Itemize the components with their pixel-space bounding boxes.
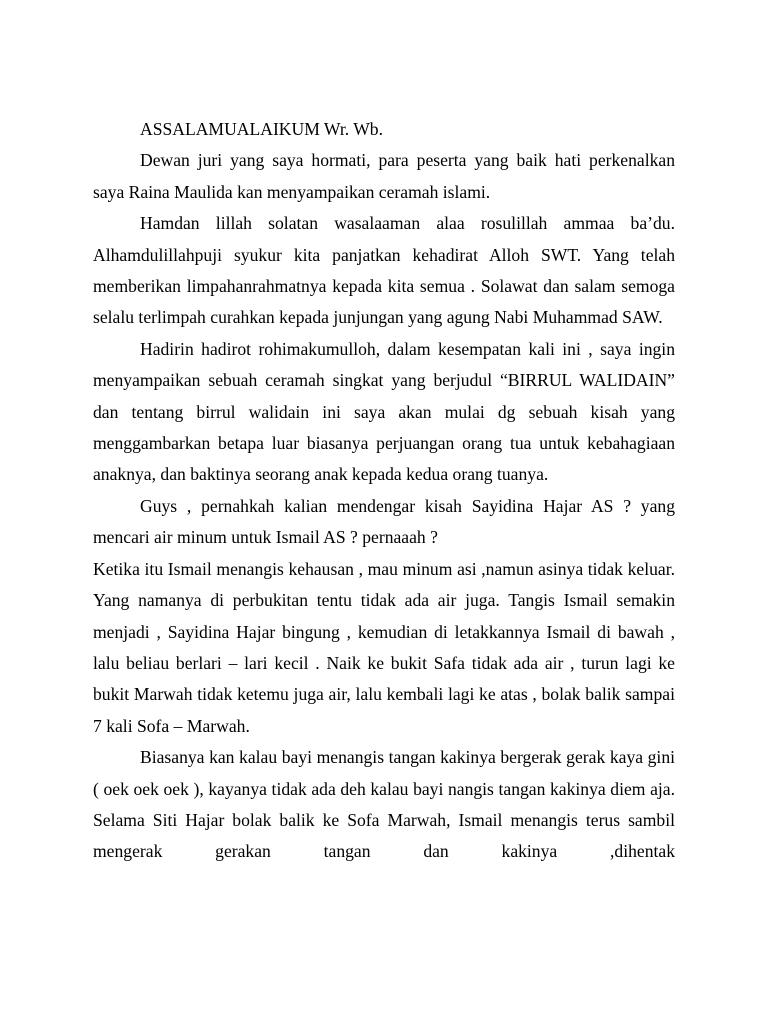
- introduction-paragraph: Dewan juri yang saya hormati, para peserta yang baik hati perkenalkan saya Raina Maulida kan menyampaikan ceramah islami.: [93, 150, 675, 202]
- document-body: [93, 114, 675, 868]
- continuation-paragraph: Biasanya kan kalau bayi menangis tangan kakinya bergerak gerak kaya gini ( oek oek oek ), kayanya tidak ada deh kalau bayi nangis tangan kakinya diem aja. Selama Siti Hajar bolak balik ke Sofa Marwah, Ismail menangis terus sambil mengerak gerakan tangan dan kakinya ,dihentak: [93, 747, 675, 862]
- story-paragraph: Ketika itu Ismail menangis kehausan , mau minum asi ,namun asinya tidak keluar. Yang namanya di perbukitan tentu tidak ada air juga. Tangis Ismail semakin menjadi , Sayidina Hajar bingung , kemudian di letakkannya Ismail di bawah , lalu beliau berlari – lari kecil . Naik ke bukit Safa tidak ada air , turun lagi ke bukit Marwah tidak ketemu juga air, lalu kembali lagi ke atas , bolak balik sampai 7 kali Sofa – Marwah.: [93, 558, 675, 736]
- opening-prayer-paragraph: Hamdan lillah solatan wasalaaman alaa rosulillah ammaa ba’du. Alhamdulillahpuji syukur kita panjatkan kehadirat Alloh SWT. Yang telah memberikan limpahanrahmatnya kepada kita semua . Solawat dan salam semoga selalu terlimpah curahkan kepada junjungan yang agung Nabi Muhammad SAW.: [93, 213, 675, 328]
- greeting-paragraph: ASSALAMUALAIKUM Wr. Wb.: [140, 119, 384, 139]
- topic-paragraph: Hadirin hadirot rohimakumulloh, dalam kesempatan kali ini , saya ingin menyampaikan sebuah ceramah singkat yang berjudul “BIRRUL WALIDAIN” dan tentang birrul walidain ini saya akan mulai dg sebuah kisah yang menggambarkan betapa luar biasanya perjuangan orang tua untuk kebahagiaan anaknya, dan baktinya seorang anak kepada kedua orang tuanya.: [93, 338, 675, 485]
- question-paragraph: Guys , pernahkah kalian mendengar kisah Sayidina Hajar AS ? yang mencari air minum untuk Ismail AS ? pernaaah ?: [93, 495, 675, 548]
